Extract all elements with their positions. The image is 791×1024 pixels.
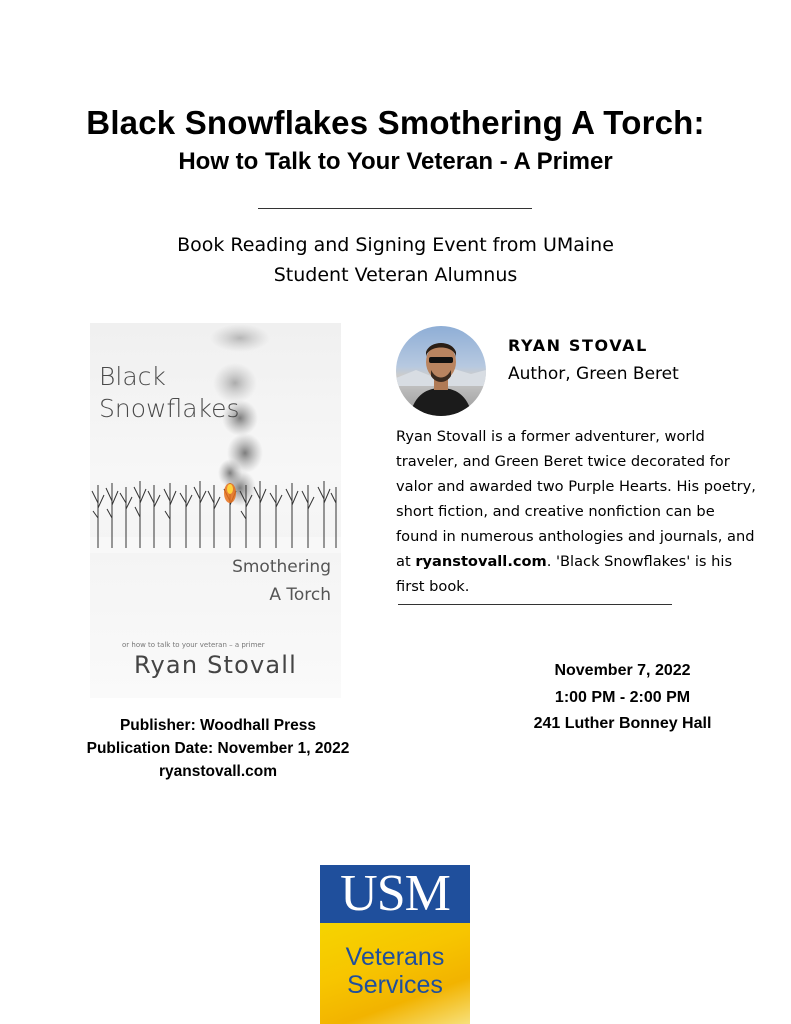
logo-usm-text: USM (340, 865, 450, 922)
usm-veterans-logo (320, 865, 470, 1024)
bio-text: Ryan Stovall is a former adventurer, world traveler, and Green Beret twice decorated for valor and awarded two Purple Hearts. His poetry, short fiction, and creative nonfiction can be found in numerous anthologies and journals, and at (396, 428, 756, 570)
book-cover (90, 323, 341, 698)
logo-veterans-text: Veterans Services (345, 943, 445, 999)
page-subtitle: How to Talk to Your Veteran - A Primer (178, 148, 613, 175)
author-name: RYAN STOVAL (508, 336, 648, 355)
event-location: 241 Luther Bonney Hall (533, 715, 712, 732)
publication-date: Publication Date: November 1, 2022 (86, 740, 350, 757)
author-role: Author, Green Beret (508, 364, 679, 384)
divider (398, 604, 672, 605)
cover-author: Ryan Stovall (133, 651, 298, 679)
website: ryanstovall.com (158, 763, 278, 780)
publisher: Publisher: Woodhall Press (119, 717, 317, 734)
cover-title: Black Snowflakes (99, 362, 240, 423)
cover-tagline: or how to talk to your veteran – a primer (122, 641, 265, 649)
trees-illustration (90, 473, 341, 553)
event-date: November 7, 2022 (554, 662, 691, 679)
author-avatar (396, 326, 486, 416)
author-bio (396, 424, 760, 599)
event-line-2: Student Veteran Alumnus (273, 264, 518, 286)
event-line-1: Book Reading and Signing Event from UMaine (177, 234, 614, 256)
divider (258, 208, 532, 209)
event-time: 1:00 PM - 2:00 PM (554, 689, 691, 706)
cover-subtitle: Smothering A Torch (232, 557, 331, 605)
bio-link: ryanstovall.com (415, 553, 547, 570)
event-datetime (510, 657, 735, 711)
bio-text-end: . 'Black Snowflakes' is his first book. (396, 553, 733, 595)
page-title: Black Snowflakes Smothering A Torch: (86, 104, 705, 141)
event-description (0, 230, 791, 290)
publication-info (60, 714, 376, 783)
